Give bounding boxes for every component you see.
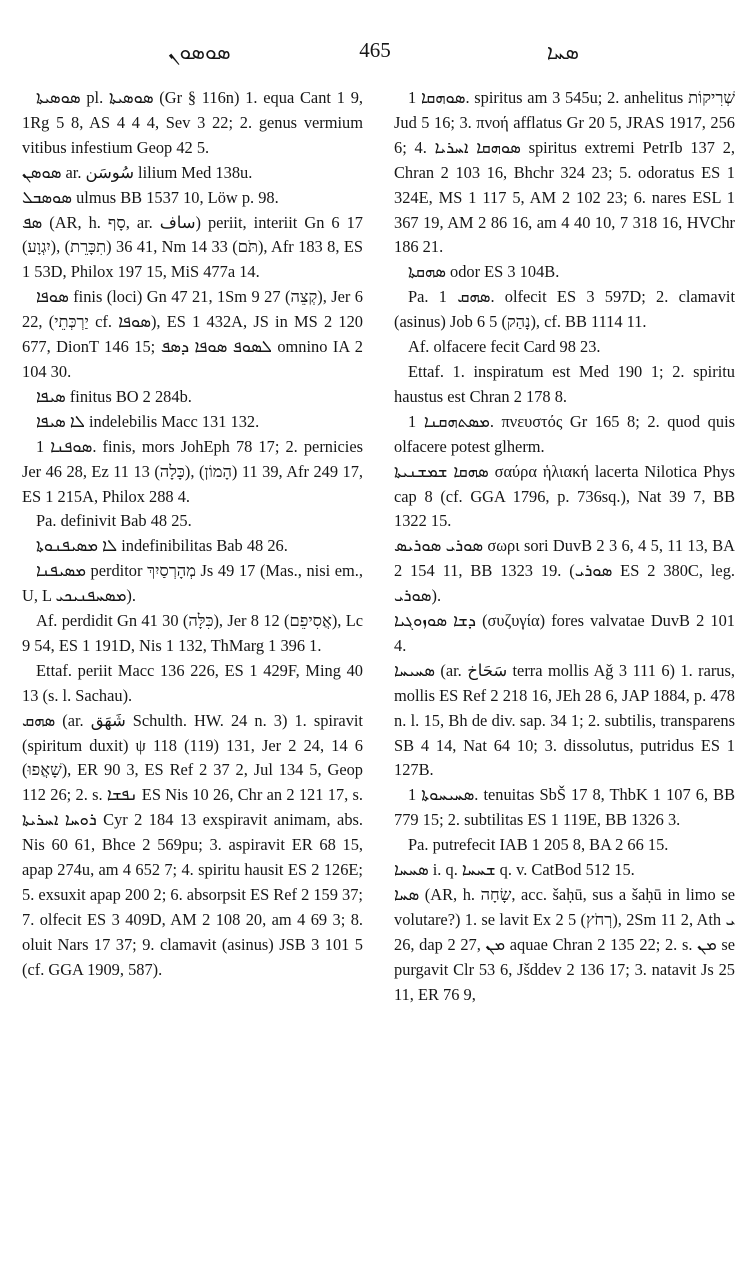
entry-pa-definivit: Pa. definivit Bab 48 25. bbox=[36, 511, 192, 531]
entry-indelebilis: ܠܐ ܣܝܦܐ indelebilis Macc 131 132. bbox=[36, 411, 260, 431]
entry-saf-root: ܣܦ (AR, h. סָף, ar. ساف) periit, interiit Gn 6 17 (יִגְוָע), 41 36 (תִכָּרֵת), Nm 14 33 (תֹּם), Afr 183 8, ES 1 53D, Philox 197 15, MiS 477a 14. bbox=[22, 212, 363, 282]
entry-shq-root: ܣܗܩ (ar. شَهَق Schulth. HW. 24 n. 3) 1. spiravit (spiritum duxit) ψ 118 (119) 131, Jer 2 24, 14 6 (שָׁאֲפוּ), ER 90 3, ES Ref 2 37 2, Jul 134 5, Geop 112 26; 2. s. ܢܦܫܐ ES Nis 10 26, Chr an 2 121 17, s. ܪܘܚܐ ܐܚܪܝܬܐ Cyr 2 184 13 exspiravit animam, abs. Nis 60 61, Bhce 2 569pu; 3. aspiravit ER 68 15, apap 274u, am 4 652 7; 4. spiritu hausit ES 2 126E; 5. exsuxit apap 200 2; 6. absorpsit ES Ref 2 159 37; 7. olfecit ES 3 409D, AM 2 108 20, am 4 69 3; 8. oluit Nars 17 37; 9. clamavit (asinus) JSB 3 101 5 (cf. GGA 1909, 587). bbox=[22, 710, 363, 979]
running-head bbox=[26, 38, 724, 72]
entry-pa-olfecit: Pa. ܣܗܩ 1. olfecit ES 3 597D; 2. clamavit (asinus) Job 6 5 (נָהַק), cf. BB 1114 11. bbox=[394, 287, 736, 332]
page-number: 465 bbox=[359, 38, 391, 62]
entry-sahiha: ܣܚܝܚܐ (ar. سَحَاخ terra mollis Aǧ 3 111 6) 1. rarus, mollis ES Ref 2 218 16, JEh 28 6, JAP 1884, p. 478 n. l. 15, Bh de div. sap. 34 1; 2. subtilis, transparens SB 4 14, Nat 64 10; 3. dissolutus, putridus ES 1 127B. bbox=[394, 660, 735, 780]
entry-pneustos: ܡܣܬܗܩܢܐ 1. πνευστός Gr 165 8; 2. quod quis olfacere potest glherm. bbox=[394, 411, 735, 456]
entry-saha-root: ܣܚܐ (AR, h. שָׂחָה, acc. šaḥū, sus a šaḥū in limo se volutare?) 1. se lavit Ex 2 5 (רְחֹץ), 2Sm 11 2, Ath ܝ 26, dap 2 27, ܡܢ aquae Chran 2 135 22; 2. s. ܡܢ se purgavit Clr 53 6, Jšddev 2 136 17; 3. natavit Js 25 11, ER 76 9, bbox=[394, 885, 735, 1004]
entry-susita: ܣܘܣܝܬܐ pl. ܣܘܣܝܬܐ (Gr § 116n) 1. equa Cant 1 9, 1Rg 5 8, AS 4 4 4, Sev 3 22; 2. genus vermium vitibus infestium Geop 42 5. bbox=[22, 88, 363, 157]
running-head-left-word: ܣܘܣܘܢ bbox=[168, 40, 231, 64]
entry-af-olfacere: Af. olfacere fecit Card 98 23. bbox=[408, 337, 601, 357]
entry-susan: ܣܘܣܢ ar. سُوسَن lilium Med 138u. bbox=[22, 162, 253, 182]
right-column bbox=[394, 86, 735, 1008]
left-column bbox=[22, 86, 363, 983]
entry-indefinibilitas: ܠܐ ܡܣܝܦܢܘܬܐ indefinibilitas Bab 48 26. bbox=[36, 536, 288, 556]
entry-tenuitas: ܣܚܝܚܘܬܐ 1. tenuitas SbŠ 17 8, ThbK 1 107 6, BB 779 15; 2. subtilitas ES 1 119E, BB 1326 3. bbox=[394, 785, 736, 830]
entry-pa-putrefecit: Pa. putrefecit IAB 1 205 8, BA 2 66 15. bbox=[408, 835, 669, 855]
entry-finitus: ܣܝܦܐ finitus BO 2 284b. bbox=[36, 386, 192, 406]
entry-ettaf-inspiratum: Ettaf. 1. inspiratum est Med 190 1; 2. spiritu haustus est Chran 2 178 8. bbox=[394, 361, 735, 406]
entry-ulmus: ܣܘܣܒܠ ulmus BB 1537 10, Löw p. 98. bbox=[22, 187, 279, 207]
entry-perditor: ܡܣܝܦܢܐ perditor מְהָרְסַיִךְ Js 49 17 (Mas., nisi em., U, L ܡܣܚܦܢܝܟܝ). bbox=[22, 561, 363, 606]
entry-saura: ܣܗܩܐ ܫܡܫܢܝܬܐ σαύρα ἡλιακή lacerta Nilotica Phys cap 8 (cf. GGA 1796, p. 736sq.), Nat 39 7, BB 1322 15. bbox=[394, 461, 735, 531]
entry-spiritus: ܣܘܗܩܐ 1. spiritus am 3 545u; 2. anhelitus שְׁרִיקוֹת Jud 5 16; 3. πνοή afflatus Gr 20 5, JRAS 1917, 256 6; 4. ܣܘܗܩܐ ܐܚܪܝܐ spiritus extremi PetrIb 137 2, Chran 2 103 16, Bhchr 324 23; 5. odoratus ES 1 324E, MS 1 117 5, AM 2 102 23; 6. nares ESL 1 367 19, AM 2 86 16, am 4 40 10, 7 318 16, HVChr 186 21. bbox=[394, 88, 735, 257]
entry-iq-sahha: ܣܚܚܐ i. q. ܫܚܚܐ q. v. CatBod 512 15. bbox=[394, 860, 635, 880]
entry-ettaf-periit: Ettaf. periit Macc 136 226, ES 1 429F, Ming 40 13 (s. l. Sachau). bbox=[22, 660, 363, 705]
running-head-right-word: ܣܚܐ bbox=[546, 40, 579, 64]
entry-saufana: ܣܘܦܢܐ 1. finis, mors JohEph 78 17; 2. pernicies Jer 46 28, Ez 11 13 (כָּלָה), 39 11 (הָמוֹן), Afr 249 17, ES 1 215A, Philox 288 4. bbox=[22, 436, 364, 506]
entry-saufa: ܣܘܦܐ finis (loci) Gn 47 21, 1Sm 9 27 (קְצֵה), Jer 6 22, (יַרְכְּתֵי cf. ܣܘܦܐ), ES 1 432A, JS in MS 2 120 677, DionT 146 15; ܠܣܘܦ ܣܘܦܐ ܕܣܦ omnino IA 2 104 30. bbox=[22, 287, 364, 381]
entry-syzygia: ܕܫܐ ܣܘܙܘܓܝܐ (συζυγία) fores valvatae DuvB 2 101 4. bbox=[394, 611, 736, 655]
entry-af-perdidit: Af. perdidit Gn 41 30 (כִּלָּה), Jer 8 12 (אֲסִיפֵם), Lc 9 54, ES 1 191D, Nis 1 132, ThMarg 1 396 1. bbox=[22, 611, 363, 655]
entry-odor: ܣܗܩܬܐ odor ES 3 104B. bbox=[408, 262, 560, 282]
entry-sori: ܣܘܪܝ ܣܘܪܝܣ σωρι sori DuvB 2 3 6, 4 5, 11 13, BA 2 154 11, BB 1323 19. (ܣܘܪܝ ES 2 380C, leg. ܣܘܪܝ). bbox=[394, 536, 736, 606]
